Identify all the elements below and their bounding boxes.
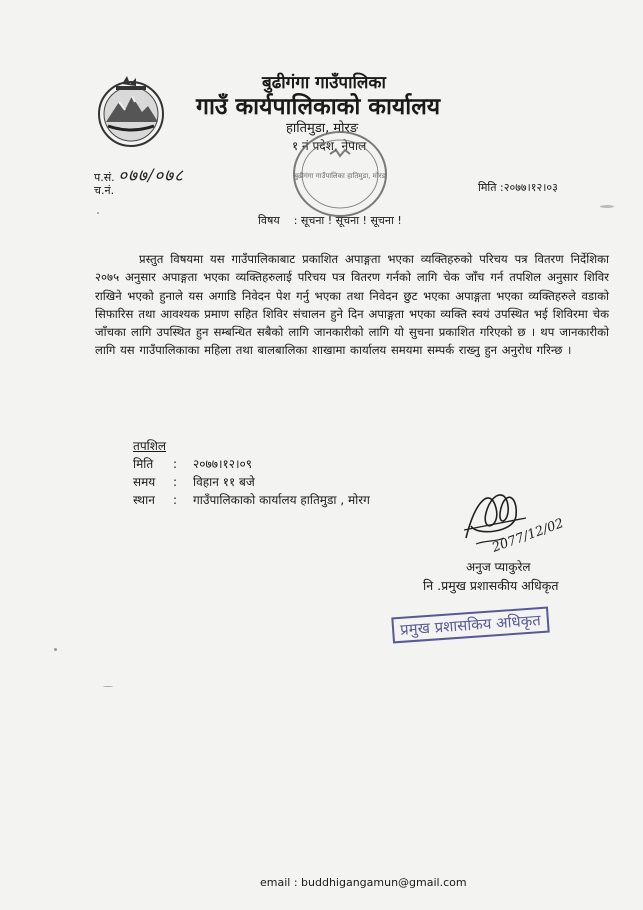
schedule-value: विहान ११ बजे [193, 475, 255, 489]
rubber-stamp-title: प्रमुख प्रशासकिय अधिकृत [391, 607, 549, 644]
schedule-value: २०७७।१२।०९ [193, 457, 253, 471]
schedule-value: गाउँपालिकाको कार्यालय हातिमुडा , मोरग [193, 493, 370, 507]
round-office-stamp [290, 128, 390, 220]
scan-speck [97, 212, 99, 214]
letter-date [478, 180, 558, 195]
nepal-emblem-logo [92, 72, 170, 150]
patra-label: प.सं. [94, 171, 115, 184]
schedule-key: स्थान [133, 493, 155, 507]
office-name: गाउँ कार्यपालिकाको कार्यालय [196, 94, 441, 120]
scan-speck [103, 686, 113, 687]
footer-email: email : buddhigangamun@gmail.com [260, 876, 467, 889]
subject-value: : सूचना ! सूचना ! सूचना ! [293, 214, 402, 227]
schedule-heading: तपशिल [133, 439, 167, 453]
svg-text:बुढीगंगा गाउँपालिका हातिमुडा,: बुढीगंगा गाउँपालिका हातिमुडा, मोरङ [294, 172, 386, 180]
date-value: २०७७।१२।०३ [503, 181, 558, 194]
schedule-block [133, 437, 370, 509]
scan-speck [600, 205, 614, 208]
chalani-number-label: च.नं. [94, 184, 115, 197]
svg-text:2077/12/02: 2077/12/02 [490, 516, 566, 556]
schedule-row: मिति : २०७७।१२।०९ [133, 457, 253, 471]
patra-value: ०७७/०७८ [118, 166, 184, 186]
schedule-row: स्थान : गाउँपालिकाको कार्यालय हातिमुडा , मोरग [133, 493, 370, 507]
schedule-row: समय : विहान ११ बजे [133, 475, 255, 489]
date-label: मिति : [478, 181, 504, 194]
schedule-key: मिति [133, 457, 154, 471]
handwritten-signature [446, 478, 596, 568]
municipality-name: बुढीगंगा गाउँपालिका [262, 73, 386, 93]
scan-speck [54, 648, 57, 651]
signatory-title: नि .प्रमुख प्रशासकीय अधिकृत [423, 578, 559, 593]
notice-body: प्रस्तुत विषयमा यस गाउँपालिकाबाट प्रकाशित अपाङ्गता भएका व्यक्तिहरुको परिचय पत्र वितरण निर्देशिका २०७५ अनुसार अपाङ्गता भएका व्यक्तिहरुलाई परिचय पत्र वितरण गर्नको लागि चेक जाँच गर्न तपशिल अनुसार शिविर राखिने भएको हुनाले यस अगाडि निवेदन पेश गर्नु भएका तथा निवेदन छुट भएका अपाङ्गता भएका व्यक्तिहरुले वडाको सिफारिस तथा आवश्यक प्रमाण सहित शिविर संचालन हुने दिन अपाङ्गता भएका व्यक्ति स्वयं उपस्थित भई शिविरमा चेक जाँचका लागि उपस्थित हुन सम्बन्धित सबैको लागि जानकारीको लागि यो सुचना प्रकाशित गरिएको छ । थप जानकारीको लागि यस गाउँपालिकाका महिला तथा बालबालिका शाखामा कार्यालय समयमा सम्पर्क राख्नु हुन अनुरोध गरिन्छ । [95, 252, 609, 358]
subject-label: विषय [258, 214, 280, 227]
schedule-key: समय [133, 475, 156, 489]
office-address: हातिमुडा, मोरङ [286, 121, 359, 136]
signatory-name: अनुज प्याकुरेल [466, 560, 531, 574]
subject-line [258, 213, 402, 228]
office-province: १ नं प्रदेश, नेपाल [292, 139, 367, 153]
